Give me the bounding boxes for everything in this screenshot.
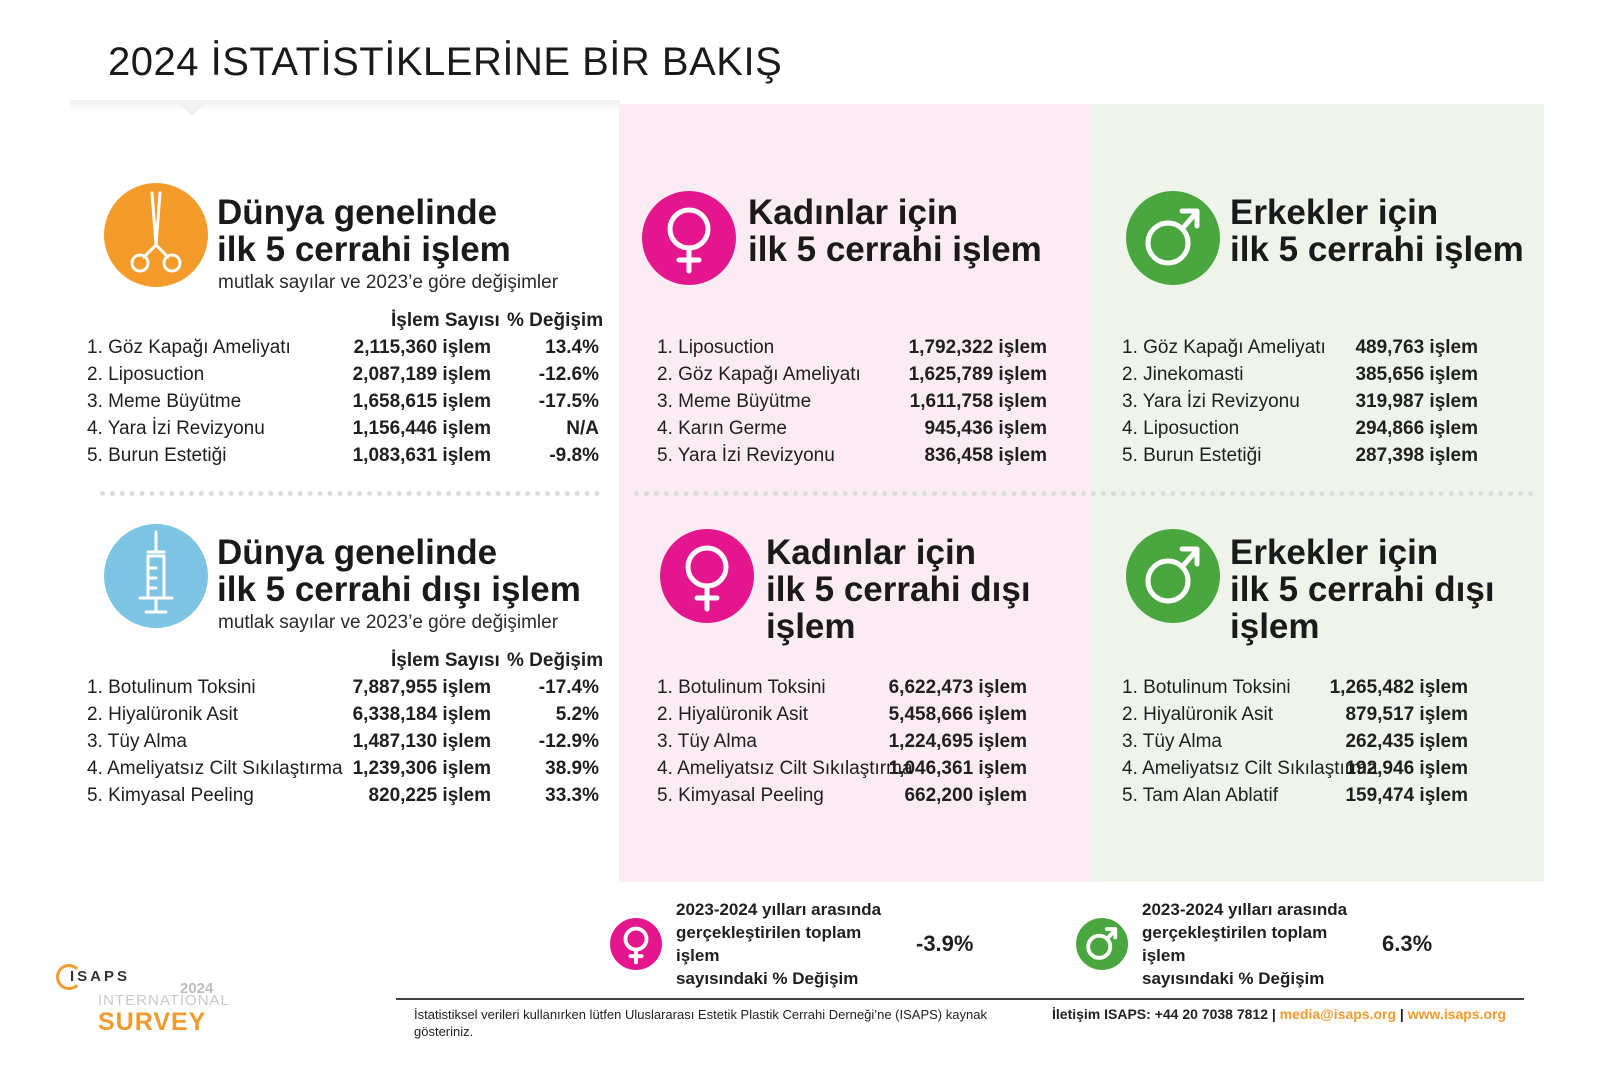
- procedure-count: 1,156,446 işlem: [352, 418, 491, 439]
- table-row: [87, 418, 599, 445]
- male-symbol-icon: [1126, 529, 1220, 623]
- men-surgical-heading: [1230, 194, 1524, 268]
- syringe-icon: [104, 524, 208, 628]
- women-summary-line1: 2023-2024 yılları arasında: [676, 900, 882, 919]
- procedure-count: 1,239,306 işlem: [352, 758, 491, 779]
- table-row: [87, 758, 599, 785]
- procedure-name: 3. Meme Büyütme: [87, 391, 242, 412]
- scissors-icon: [104, 183, 208, 287]
- world-nonsurgical-table: [87, 650, 604, 820]
- women-summary-value: -3.9%: [916, 931, 974, 956]
- women-nonsurgical-title-line1: Kadınlar için: [766, 533, 977, 572]
- procedure-change: -17.5%: [538, 391, 599, 412]
- procedure-change: -9.8%: [549, 445, 599, 466]
- procedure-change: 38.9%: [545, 758, 599, 779]
- procedure-count: 1,083,631 işlem: [352, 445, 491, 466]
- procedure-count: 1,265,482 işlem: [1329, 677, 1468, 698]
- world-nonsurgical-title-line1: Dünya genelinde: [217, 533, 498, 572]
- procedure-change: -12.9%: [538, 731, 599, 752]
- logo-year: 2024: [180, 980, 214, 997]
- male-symbol-icon: [1126, 191, 1220, 285]
- procedure-name: 5. Kimyasal Peeling: [657, 785, 824, 806]
- world-nonsurgical-subtitle: mutlak sayılar ve 2023’e göre değişimler: [218, 612, 559, 633]
- table-row: [657, 418, 1047, 445]
- procedure-change: -12.6%: [538, 364, 599, 385]
- procedure-count: 879,517 işlem: [1345, 704, 1468, 725]
- procedure-name: 2. Hiyalüronik Asit: [657, 704, 809, 725]
- logo-brand: ISAPS: [70, 968, 131, 985]
- table-row: [657, 337, 1047, 364]
- women-nonsurgical-title-line3: işlem: [766, 607, 856, 646]
- procedure-count: 385,656 işlem: [1355, 364, 1478, 385]
- table-row: [657, 391, 1047, 418]
- table-row: [1122, 704, 1494, 731]
- table-row: [87, 785, 599, 812]
- procedure-name: 3. Yara İzi Revizyonu: [1122, 391, 1300, 412]
- world-surgical-table: [87, 310, 604, 480]
- procedure-name: 2. Hiyalüronik Asit: [87, 704, 239, 725]
- procedure-change: 33.3%: [545, 785, 599, 806]
- women-nonsurgical-title-line2: ilk 5 cerrahi dışı: [766, 570, 1031, 609]
- female-symbol-icon: [610, 918, 662, 970]
- procedure-name: 5. Tam Alan Ablatif: [1122, 785, 1278, 806]
- procedure-name: 5. Yara İzi Revizyonu: [657, 445, 835, 466]
- procedure-count: 6,338,184 işlem: [352, 704, 491, 725]
- isaps-survey-logo: [50, 960, 250, 1040]
- men-summary-line2: gerçekleştirilen toplam işlem: [1142, 923, 1328, 965]
- procedure-count: 319,987 işlem: [1355, 391, 1478, 412]
- women-summary-line3: sayısındaki % Değişim: [676, 969, 859, 988]
- table-row: [1122, 445, 1494, 472]
- women-summary: [610, 898, 973, 990]
- procedure-count: 1,792,322 işlem: [908, 337, 1047, 358]
- procedure-name: 3. Tüy Alma: [87, 731, 187, 752]
- procedure-count: 2,115,360 işlem: [353, 337, 491, 358]
- footer-rule: [396, 998, 1524, 1000]
- procedure-name: 5. Burun Estetiği: [1122, 445, 1262, 466]
- procedure-count: 6,622,473 işlem: [888, 677, 1027, 698]
- men-summary: [1076, 898, 1432, 990]
- procedure-name: 1. Botulinum Toksini: [1122, 677, 1291, 698]
- procedure-count: 945,436 işlem: [924, 418, 1047, 439]
- procedure-count: 1,658,615 işlem: [352, 391, 491, 412]
- logo-line2: SURVEY: [98, 1008, 207, 1036]
- procedure-count: 294,866 işlem: [1355, 418, 1478, 439]
- procedure-count: 7,887,955 işlem: [352, 677, 491, 698]
- table-row: [657, 677, 1047, 704]
- women-surgical-title-line1: Kadınlar için: [748, 193, 959, 232]
- world-surgical-title-line1: Dünya genelinde: [217, 193, 498, 232]
- women-surgical-heading: [748, 194, 1042, 268]
- footer-separator: |: [1399, 1006, 1404, 1022]
- women-nonsurgical-table: [657, 650, 1047, 820]
- table-row: [1122, 731, 1494, 758]
- procedure-name: 1. Göz Kapağı Ameliyatı: [87, 337, 291, 358]
- footer-website-link[interactable]: www.isaps.org: [1407, 1006, 1507, 1022]
- footer-contact: [1052, 1006, 1506, 1022]
- procedure-name: 2. Göz Kapağı Ameliyatı: [657, 364, 861, 385]
- table-row: [1122, 337, 1494, 364]
- procedure-change: N/A: [566, 418, 599, 439]
- table-row: [87, 704, 599, 731]
- procedure-name: 4. Karın Germe: [657, 418, 787, 439]
- logo-line1: INTERNATIONAL: [98, 992, 230, 1009]
- female-symbol-icon: [660, 529, 754, 623]
- procedure-count: 662,200 işlem: [904, 785, 1027, 806]
- column-header-count: İşlem Sayısı: [391, 310, 500, 331]
- column-header-change: % Değişim: [507, 310, 604, 331]
- table-row: [87, 364, 599, 391]
- women-summary-line2: gerçekleştirilen toplam işlem: [676, 923, 862, 965]
- procedure-name: 4. Ameliyatsız Cilt Sıkılaştırma: [87, 758, 343, 779]
- column-header-change: % Değişim: [507, 650, 604, 671]
- men-surgical-table: [1122, 310, 1494, 480]
- procedure-name: 2. Liposuction: [87, 364, 205, 385]
- procedure-name: 2. Hiyalüronik Asit: [1122, 704, 1274, 725]
- world-surgical-heading: [217, 194, 511, 268]
- procedure-count: 1,046,361 işlem: [888, 758, 1027, 779]
- men-nonsurgical-title-line2: ilk 5 cerrahi dışı: [1230, 570, 1495, 609]
- procedure-count: 820,225 işlem: [368, 785, 491, 806]
- procedure-name: 5. Burun Estetiği: [87, 445, 227, 466]
- world-nonsurgical-heading: [217, 534, 581, 608]
- title-notch: [180, 104, 204, 116]
- footer-email-link[interactable]: media@isaps.org: [1279, 1006, 1397, 1022]
- men-nonsurgical-table: [1122, 650, 1494, 820]
- table-row: [87, 731, 599, 758]
- men-nonsurgical-title-line1: Erkekler için: [1230, 533, 1439, 572]
- table-row: [657, 445, 1047, 472]
- table-row: [1122, 418, 1494, 445]
- table-row: [1122, 391, 1494, 418]
- women-nonsurgical-heading: [766, 534, 1031, 645]
- procedure-name: 3. Meme Büyütme: [657, 391, 812, 412]
- procedure-name: 4. Ameliyatsız Cilt Sıkılaştırma: [1122, 758, 1378, 779]
- male-symbol-icon: [1076, 918, 1128, 970]
- women-surgical-table: [657, 310, 1047, 480]
- procedure-count: 1,487,130 işlem: [352, 731, 491, 752]
- procedure-name: 5. Kimyasal Peeling: [87, 785, 254, 806]
- procedure-change: 13.4%: [545, 337, 599, 358]
- men-summary-value: 6.3%: [1382, 931, 1433, 956]
- world-surgical-subtitle: mutlak sayılar ve 2023’e göre değişimler: [218, 272, 559, 293]
- table-row: [87, 337, 599, 364]
- procedure-count: 192,946 işlem: [1345, 758, 1468, 779]
- men-surgical-title-line2: ilk 5 cerrahi işlem: [1230, 230, 1524, 269]
- women-surgical-title-line2: ilk 5 cerrahi işlem: [748, 230, 1042, 269]
- men-summary-text: [1142, 898, 1372, 990]
- procedure-name: 4. Yara İzi Revizyonu: [87, 418, 265, 439]
- men-surgical-title-line1: Erkekler için: [1230, 193, 1439, 232]
- procedure-name: 3. Tüy Alma: [657, 731, 757, 752]
- table-row: [657, 704, 1047, 731]
- procedure-name: 1. Botulinum Toksini: [657, 677, 826, 698]
- men-summary-line3: sayısındaki % Değişim: [1142, 969, 1325, 988]
- men-nonsurgical-heading: [1230, 534, 1495, 645]
- procedure-change: -17.4%: [538, 677, 599, 698]
- table-row: [657, 364, 1047, 391]
- table-row: [1122, 785, 1494, 812]
- table-row: [87, 391, 599, 418]
- procedure-count: 836,458 işlem: [924, 445, 1047, 466]
- footer-note: İstatistiksel verileri kullanırken lütfen Uluslararası Estetik Plastik Cerrahi Derneği’ne (ISAPS) kaynak gösteriniz.: [414, 1007, 987, 1039]
- footer-contact-text: İletişim ISAPS: +44 20 7038 7812 |: [1052, 1006, 1276, 1022]
- page-title: 2024 İSTATİSTİKLERİNE BİR BAKIŞ: [108, 40, 783, 84]
- table-row: [657, 731, 1047, 758]
- table-row: [87, 677, 599, 704]
- procedure-count: 1,611,758 işlem: [909, 391, 1047, 412]
- procedure-name: 4. Liposuction: [1122, 418, 1240, 439]
- section-divider-left: [100, 491, 600, 496]
- world-nonsurgical-title-line2: ilk 5 cerrahi dışı işlem: [217, 570, 581, 609]
- table-row: [657, 758, 1047, 785]
- procedure-count: 1,625,789 işlem: [908, 364, 1047, 385]
- procedure-change: 5.2%: [555, 704, 599, 725]
- procedure-count: 2,087,189 işlem: [352, 364, 491, 385]
- table-row: [1122, 758, 1494, 785]
- female-symbol-icon: [642, 191, 736, 285]
- column-header-count: İşlem Sayısı: [391, 650, 500, 671]
- procedure-count: 5,458,666 işlem: [888, 704, 1027, 725]
- procedure-count: 489,763 işlem: [1355, 337, 1478, 358]
- men-nonsurgical-title-line3: işlem: [1230, 607, 1320, 646]
- procedure-count: 1,224,695 işlem: [888, 731, 1027, 752]
- procedure-name: 2. Jinekomasti: [1122, 364, 1244, 385]
- procedure-name: 1. Botulinum Toksini: [87, 677, 256, 698]
- women-summary-text: [676, 898, 906, 990]
- world-surgical-title-line2: ilk 5 cerrahi işlem: [217, 230, 511, 269]
- table-row: [1122, 364, 1494, 391]
- table-row: [87, 445, 599, 472]
- men-summary-line1: 2023-2024 yılları arasında: [1142, 900, 1348, 919]
- section-divider-right: [634, 491, 1534, 496]
- procedure-name: 1. Liposuction: [657, 337, 775, 358]
- procedure-name: 4. Ameliyatsız Cilt Sıkılaştırma: [657, 758, 913, 779]
- procedure-count: 159,474 işlem: [1345, 785, 1468, 806]
- procedure-count: 287,398 işlem: [1355, 445, 1478, 466]
- procedure-name: 3. Tüy Alma: [1122, 731, 1222, 752]
- procedure-name: 1. Göz Kapağı Ameliyatı: [1122, 337, 1326, 358]
- procedure-count: 262,435 işlem: [1345, 731, 1468, 752]
- table-row: [657, 785, 1047, 812]
- table-row: [1122, 677, 1494, 704]
- title-shadow: [70, 100, 620, 112]
